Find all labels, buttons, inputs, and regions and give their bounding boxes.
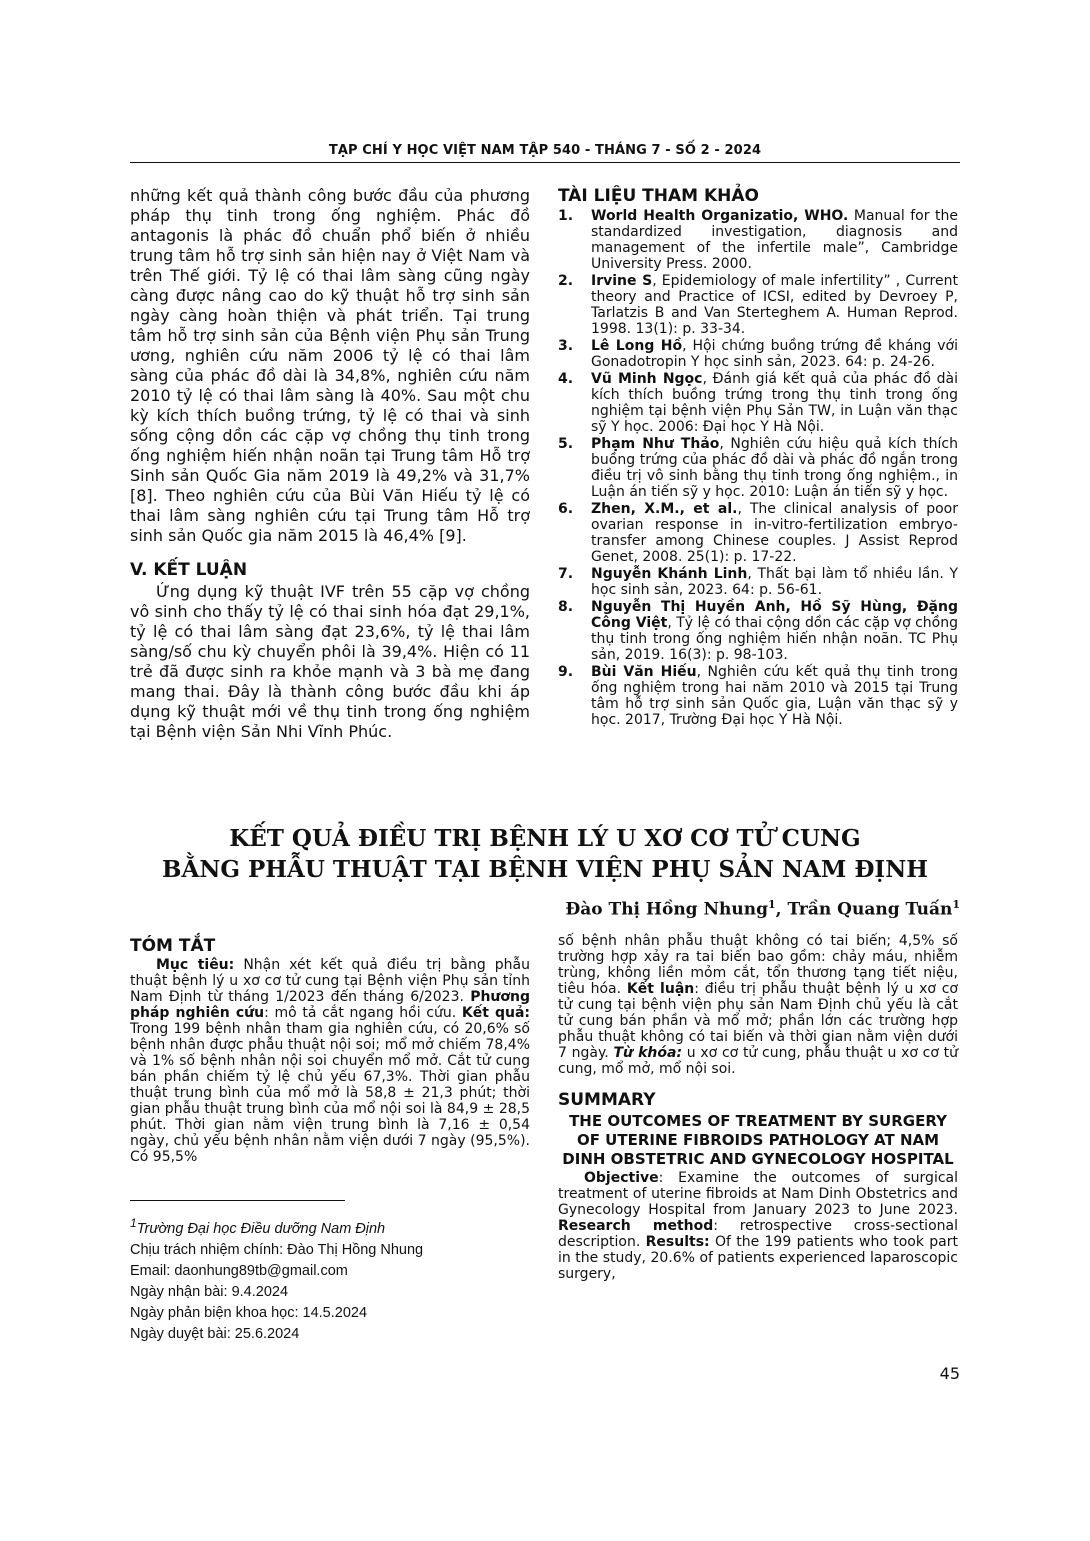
responsible-author: Chịu trách nhiệm chính: Đào Thị Hồng Nhung	[130, 1241, 424, 1258]
abstract-vi-section	[130, 936, 530, 1165]
references-section	[558, 186, 958, 729]
author-affiliation-mark: 1	[768, 898, 776, 911]
author-name: Trần Quang Tuấn	[787, 899, 953, 920]
article-title-line1: KẾT QUẢ ĐIỀU TRỊ BỆNH LÝ U XƠ CƠ TỬ CUNG	[229, 825, 861, 852]
summary-paragraph: Objective: Examine the outcomes of surgical treatment of uterine fibroids at Nam Dinh Obstetrics and Gynecology Hospital from January 2023 to June 2023. Research method: retrospective cross-sectional description. Results: Of the 199 patients who took part in the study, 20.6% of patients experienced laparoscopic surgery,	[558, 1170, 958, 1282]
page-number: 45	[939, 1364, 960, 1383]
reference-item: 5. Phạm Như Thảo, Nghiên cứu hiệu quả kích thích buồng trứng của phác đồ dài và phác đồ ngắn trong điều trị vô sinh bằng thụ tinh trong ống nghiệm., in Luận án tiến sỹ y học. 2010: Luận án tiến sỹ y học.	[558, 436, 958, 500]
conclusion-paragraph: Ứng dụng kỹ thuật IVF trên 55 cặp vợ chồng vô sinh cho thấy tỷ lệ có thai sinh hóa đạt 29,1%, tỷ lệ có thai lâm sàng đạt 23,6%, tỷ lệ thai lâm sàng/số chu kỳ chuyển phôi là 39,4%. Hiện có 11 trẻ đã được sinh ra khỏe mạnh và 3 bà mẹ đang mang thai. Đây là thành công bước đầu khi áp dụng kỹ thuật mới về thụ tinh trong ống nghiệm tại Bệnh viện Sản Nhi Vĩnh Phúc.	[130, 582, 530, 741]
abstract-continued	[558, 933, 958, 1282]
reference-item: 1. World Health Organizatio, WHO. Manual for the standardized investigation, diagnosis and management of the infertile male”, Cambridge University Press. 2000.	[558, 208, 958, 272]
email: Email: daonhung89tb@gmail.com	[130, 1262, 348, 1279]
affiliation: $^1$Trường Đại học Điều dưỡng Nam Định	[130, 1216, 386, 1237]
accepted-date: Ngày duyệt bài: 25.6.2024	[130, 1325, 300, 1342]
article-title	[130, 823, 960, 885]
footnote	[130, 1213, 530, 1345]
summary-heading: SUMMARY	[558, 1090, 656, 1110]
running-header: TẠP CHÍ Y HỌC VIỆT NAM TẬP 540 - THÁNG 7 - SỐ 2 - 2024	[328, 143, 762, 158]
reference-item: 2. Irvine S, Epidemiology of male infertility” , Current theory and Practice of ICSI, edited by Devroey P, Tarlatzis B and Van Sterteghem A. Human Reprod. 1998. 13(1): p. 33-34.	[558, 273, 958, 337]
author-name: Đào Thị Hồng Nhung	[565, 899, 768, 920]
discussion-paragraph: những kết quả thành công bước đầu của phương pháp thụ tinh trong ống nghiệm. Phác đồ antagonis là phác đồ chuẩn phổ biến ở nhiều trung tâm hỗ trợ sinh sản hiện nay ở Việt Nam và trên Thế giới. Tỷ lệ có thai lâm sàng cũng ngày càng được nâng cao do kỹ thuật hỗ trợ sinh sản ngày càng hoàn thiện và phát triển. Tại trung tâm hỗ trợ sinh sản của Bệnh viện Phụ sản Trung ương, nghiên cứu năm 2006 tỷ lệ có thai lâm sàng của phác đồ dài là 34,8%, nghiên cứu năm 2010 tỷ lệ có thai lâm sàng là 40%. Sau một chu kỳ kích thích buồng trứng, tỷ lệ có thai và sinh sống cộng dồn các cặp vợ chồng thụ tinh trong ống nghiệm hiến nhận noãn tại Trung tâm Hỗ trợ Sinh sản Quốc Gia năm 2019 là 49,2% và 31,7% [8]. Theo nghiên cứu của Bùi Văn Hiếu tỷ lệ có thai lâm sàng nghiên cứu tại Trung tâm Hỗ trợ sinh sản Quốc gia năm 2015 là 46,4% [9].	[130, 186, 530, 545]
abstract-continued-paragraph: số bệnh nhân phẫu thuật không có tai biến; 4,5% số trường hợp xảy ra tai biến bao gồm: chảy máu, nhiễm trùng, không liền mỏm cắt, tổn thương tạng tiết niệu, tiêu hóa. Kết luận: điều trị phẫu thuật bệnh lý u xơ cơ tử cung tại bệnh viện phụ sản Nam Định chủ yếu là cắt tử cung bán phần và mổ mở; phần lớn các trường hợp phẫu thuật không có tai biến và thời gian nằm viện dưới 7 ngày. Từ khóa: u xơ cơ tử cung, phẫu thuật u xơ cơ tử cung, mổ mở, mổ nội soi.	[558, 933, 959, 1077]
author-affiliation-mark: 1	[952, 898, 960, 911]
reference-item: 6. Zhen, X.M., et al., The clinical analysis of poor ovarian response in in-vitro-fertilization embryo-transfer among Chinese couples. J Assist Reprod Genet, 2008. 25(1): p. 17-22.	[558, 501, 958, 565]
abstract-paragraph: Mục tiêu: Nhận xét kết quả điều trị bằng phẫu thuật bệnh lý u xơ cơ tử cung tại Bệnh viện Phụ sản tỉnh Nam Định từ tháng 1/2023 đến tháng 6/2023. Phương pháp nghiên cứu: mô tả cắt ngang hồi cứu. Kết quả: Trong 199 bệnh nhân tham gia nghiên cứu, có 20,6% số bệnh nhân được phẫu thuật nội soi; mổ mở chiếm 78,4% và 1% số bệnh nhân nội soi chuyển mổ mở. Cắt tử cung bán phần chiếm tỷ lệ chủ yếu 67,3%. Thời gian phẫu thuật trung bình của mổ mở là 58,8 ± 21,3 phút; thời gian phẫu thuật trung bình của mổ nội soi là 84,9 ± 28,5 phút. Thời gian nằm viện trung bình là 7,16 ± 0,54 ngày, chủ yếu bệnh nhân nằm viện dưới 7 ngày (95,5%). Có 95,5%	[130, 957, 531, 1165]
references-list	[558, 208, 958, 728]
summary-title: THE OUTCOMES OF TREATMENT BY SURGERY OF UTERINE FIBROIDS PATHOLOGY AT NAM DINH OBSTETRIC AND GYNECOLOGY HOSPITAL	[562, 1112, 954, 1168]
article-title-line2: BẰNG PHẪU THUẬT TẠI BỆNH VIỆN PHỤ SẢN NAM ĐỊNH	[162, 856, 928, 883]
header-rule	[130, 162, 960, 163]
reference-item: 3. Lê Long Hồ, Hội chứng buồng trứng đề kháng với Gonadotropin Y học sinh sản, 2023. 64: p. 24-26.	[558, 338, 958, 370]
left-column-top	[130, 186, 530, 742]
abstract-heading: TÓM TẮT	[130, 936, 216, 956]
received-date: Ngày nhận bài: 9.4.2024	[130, 1283, 289, 1300]
footnote-rule	[130, 1200, 345, 1201]
reference-item: 8. Nguyễn Thị Huyền Anh, Hồ Sỹ Hùng, Đặng Công Việt, Tỷ lệ có thai cộng dồn các cặp vợ chồng thụ tinh trong ống nghiệm hiến nhận noãn. TC Phụ sản, 2019. 16(3): p. 98-103.	[558, 599, 958, 663]
review-date: Ngày phản biện khoa học: 14.5.2024	[130, 1304, 368, 1321]
article-authors: Đào Thị Hồng Nhung$^1$, Trần Quang Tuấn$^1$	[565, 898, 960, 920]
conclusion-heading: V. KẾT LUẬN	[130, 560, 248, 580]
references-heading: TÀI LIỆU THAM KHẢO	[558, 186, 759, 206]
reference-item: 7. Nguyễn Khánh Linh, Thất bại làm tổ nhiều lần. Y học sinh sản, 2023. 64: p. 56-61.	[558, 566, 959, 598]
reference-item: 9. Bùi Văn Hiếu, Nghiên cứu kết quả thụ tinh trong ống nghiệm trong hai năm 2010 và 2015 tại Trung tâm hỗ trợ sinh sản Quốc gia, Luận văn thạc sỹ y học. 2017, Trường Đại học Y Hà Nội.	[558, 664, 958, 728]
reference-item: 4. Vũ Minh Ngọc, Đánh giá kết quả của phác đồ dài kích thích buồng trứng trong thụ tinh trong ống nghiệm tại bệnh viện Phụ Sản TW, in Luận văn thạc sỹ Y học. 2006: Đại học Y Hà Nội.	[558, 371, 959, 435]
